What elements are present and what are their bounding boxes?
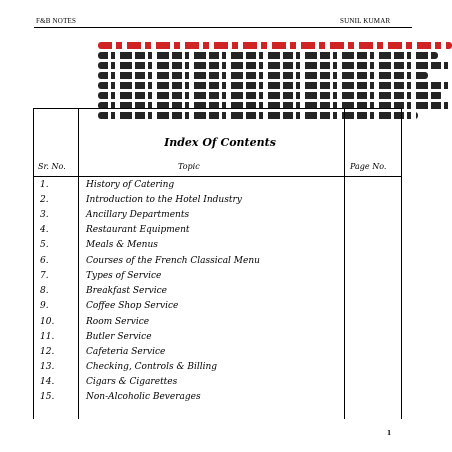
- row-sr-no: 3.: [40, 210, 49, 220]
- row-topic: Non-Alcoholic Beverages: [86, 392, 201, 402]
- row-topic: Restaurant Equipment: [86, 225, 190, 235]
- column-header-topic: Topic: [178, 162, 200, 171]
- row-sr-no: 9.: [40, 301, 49, 311]
- row-topic: Butler Service: [86, 332, 152, 342]
- row-sr-no: 14.: [40, 377, 55, 387]
- row-topic: Room Service: [86, 317, 150, 327]
- row-topic: Cigars & Cigarettes: [86, 377, 178, 387]
- row-sr-no: 15.: [40, 392, 55, 402]
- row-sr-no: 1.: [40, 180, 49, 190]
- row-sr-no: 2.: [40, 195, 49, 205]
- row-topic: Introduction to the Hotel Industry: [86, 195, 242, 205]
- header-row-divider: [34, 176, 401, 177]
- row-sr-no: 13.: [40, 362, 55, 372]
- column-divider: [344, 109, 345, 419]
- banner-band: [98, 52, 438, 59]
- column-divider: [78, 109, 79, 419]
- row-topic: Breakfast Service: [86, 286, 167, 296]
- row-topic: Checking, Controls & Billing: [86, 362, 218, 372]
- column-header-sr-no: Sr. No.: [38, 162, 66, 171]
- banner-band: [98, 82, 452, 89]
- row-sr-no: 12.: [40, 347, 55, 357]
- row-topic: Meals & Menus: [86, 240, 158, 250]
- banner-band: [98, 62, 452, 69]
- row-sr-no: 4.: [40, 225, 49, 235]
- banner-band: [98, 92, 443, 99]
- banner-band: [98, 72, 428, 79]
- row-sr-no: 8.: [40, 286, 49, 296]
- page-number: 1: [387, 430, 392, 437]
- row-topic: Ancillary Departments: [86, 210, 190, 220]
- row-sr-no: 5.: [40, 240, 49, 250]
- row-topic: Types of Service: [86, 271, 162, 281]
- index-title: Index Of Contents: [164, 136, 276, 149]
- row-topic: Cafeteria Service: [86, 347, 166, 357]
- row-topic: Coffee Shop Service: [86, 301, 179, 311]
- row-sr-no: 11.: [40, 332, 55, 342]
- row-topic: History of Catering: [86, 180, 175, 190]
- row-sr-no: 7.: [40, 271, 49, 281]
- row-topic: Courses of the French Classical Menu: [86, 256, 260, 266]
- header-right-text: SUNIL KUMAR: [340, 17, 391, 25]
- column-header-page-no: Page No.: [350, 162, 387, 171]
- header-left-text: F&B NOTES: [36, 17, 77, 25]
- row-sr-no: 10.: [40, 317, 55, 327]
- row-sr-no: 6.: [40, 256, 49, 266]
- banner-band: [98, 42, 452, 49]
- header-rule: [34, 27, 412, 28]
